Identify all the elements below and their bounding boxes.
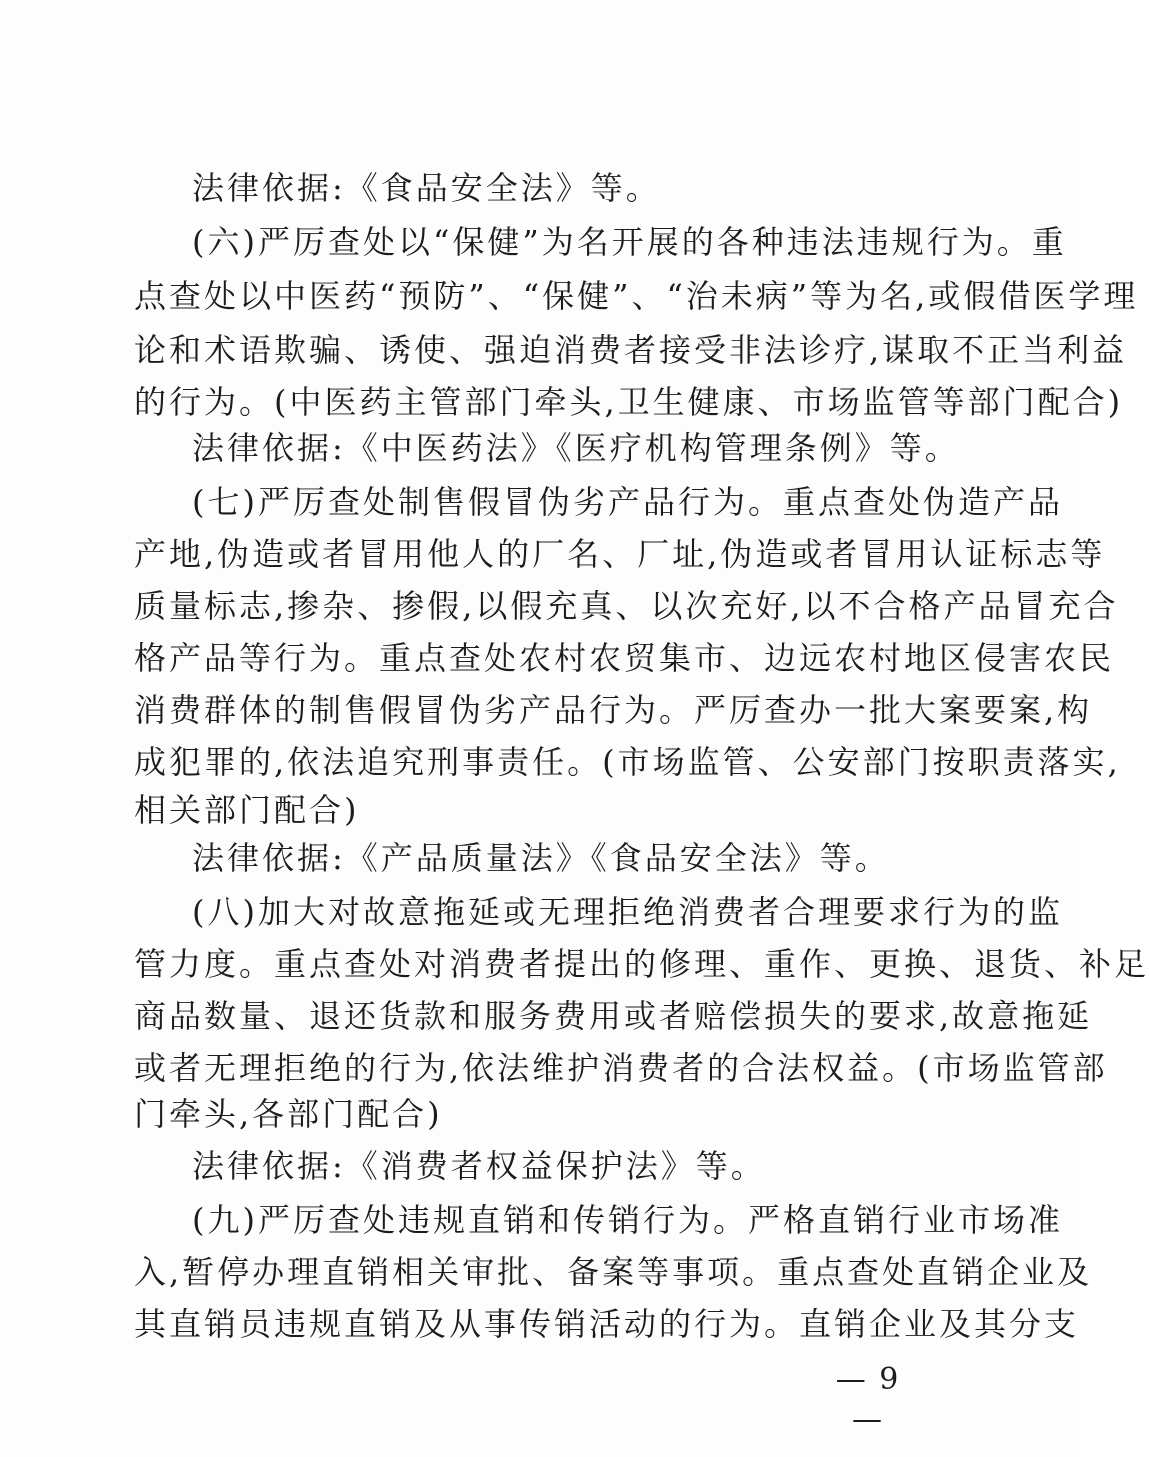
body-text-line: 商品数量、退还货款和服务费用或者赔偿损失的要求,故意拖延	[134, 997, 1093, 1035]
section-9-heading-line: (九)严厉查处违规直销和传销行为。严格直销行业市场准	[192, 1201, 1063, 1239]
body-text-line: 入,暂停办理直销相关审批、备案等事项。重点查处直销企业及	[134, 1253, 1093, 1291]
body-text-line: 或者无理拒绝的行为,依法维护消费者的合法权益。(市场监管部	[134, 1049, 1108, 1087]
body-text-line: 其直销员违规直销及从事传销活动的行为。直销企业及其分支	[134, 1305, 1080, 1343]
legal-basis-line: 法律依据:《消费者权益保护法》等。	[192, 1147, 766, 1185]
legal-basis-line: 法律依据:《食品安全法》等。	[192, 169, 661, 207]
legal-basis-line: 法律依据:《产品质量法》《食品安全法》等。	[192, 839, 890, 877]
body-text-line: 管力度。重点查处对消费者提出的修理、重作、更换、退货、补足	[134, 945, 1149, 983]
body-text-line: 的行为。(中医药主管部门牵头,卫生健康、市场监管等部门配合)	[134, 383, 1124, 421]
body-text-line: 论和术语欺骗、诱使、强迫消费者接受非法诊疗,谋取不正当利益	[134, 331, 1128, 369]
section-8-heading-line: (八)加大对故意拖延或无理拒绝消费者合理要求行为的监	[192, 893, 1063, 931]
legal-basis-line: 法律依据:《中医药法》《医疗机构管理条例》等。	[192, 429, 960, 467]
body-text-line: 格产品等行为。重点查处农村农贸集市、边远农村地区侵害农民	[134, 639, 1115, 677]
section-7-heading-line: (七)严厉查处制售假冒伪劣产品行为。重点查处伪造产品	[192, 483, 1063, 521]
body-text-line: 点查处以中医药“预防”、“保健”、“治未病”等为名,或假借医学理	[134, 277, 1139, 315]
body-text-line: 成犯罪的,依法追究刑事责任。(市场监管、公安部门按职责落实,	[134, 743, 1121, 781]
body-text-line: 消费群体的制售假冒伪劣产品行为。严厉查办一批大案要案,构	[134, 691, 1093, 729]
body-text-line: 产地,伪造或者冒用他人的厂名、厂址,伪造或者冒用认证标志等	[134, 535, 1106, 573]
page-number: — 9 —	[835, 1362, 901, 1437]
body-text-line: 质量标志,掺杂、掺假,以假充真、以次充好,以不合格产品冒充合	[134, 587, 1119, 625]
body-text-line: 门牵头,各部门配合)	[134, 1095, 443, 1133]
section-6-heading-line: (六)严厉查处以“保健”为名开展的各种违法违规行为。重	[192, 223, 1067, 261]
body-text-line: 相关部门配合)	[134, 791, 360, 829]
